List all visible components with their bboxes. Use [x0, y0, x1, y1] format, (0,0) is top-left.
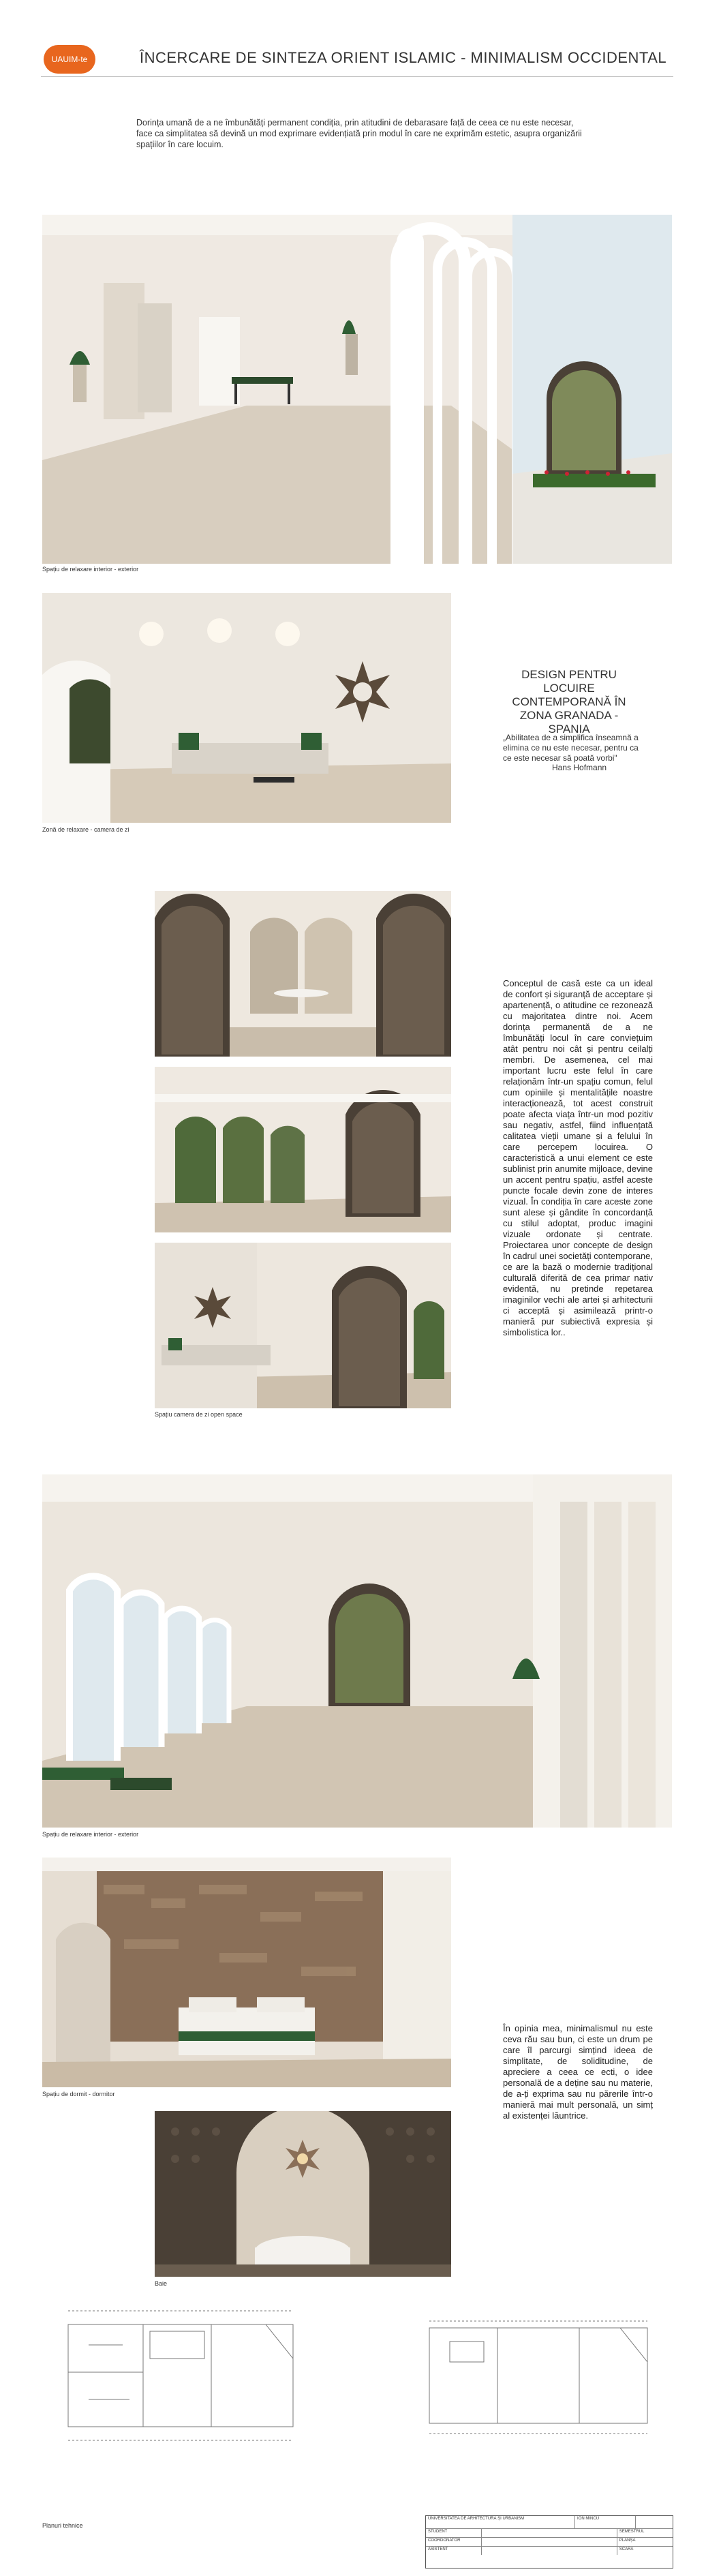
title-block-cell — [482, 2547, 617, 2555]
title-block-cell: ASISTENT — [426, 2547, 482, 2555]
concept-paragraph: Conceptul de casă este ca un ideal de confort și siguranță de acceptare și apartenență, o atitudine ce rezonează cu majoritatea dintre noi. Acem dorința permanentă de a ne îmbunătăți locul în care conviețuim atât pentru noi cât și pentru ceilalți membri. De asemenea, cel mai important lucru este felul în care relaționăm într-un spațiu comun, felul cum opiniile și mentalitățile noastre interacționează, tot acest construit poate afecta viața într-un mod pozitiv sau negativ, astfel, fiind influențată calitatea vieții umane și a felului în care percepem locuirea. O caracteristică a unui element ce este sublinist prin anumite mijloace, devine un accent pentru spațiu, astfel aceste puncte focale devin zone de interes vizual. În condiția în care aceste zone sunt alese și gândite în concordanță cu stilul adoptat, produc imagini vizuale ordonate și centrate. Proiectarea unor concepte de design în cadrul unei societăți contemporane, ce are la bază o modernie tradițional culturală diferită de cea primar nativ evidentă, nu pretinde repetarea imaginilor vechi ale artei și arhitecturii ci acceptă și asimilează printr-o manieră pur subiectivă expresia și simbolistica lor.. — [503, 978, 653, 1337]
floor-plan-right — [416, 2314, 668, 2444]
title-block-cell: SCARA — [619, 2547, 634, 2551]
render-bathroom — [155, 2111, 451, 2277]
title-block-row — [426, 2529, 673, 2538]
minimalism-paragraph: În opinia mea, minimalismul nu este ceva rău sau bun, ci este un drum pe care îl parcurgi simțind ideea de simplitate, de soliditudine, de apreciere a ceea ce ecti, o idee personală de a deține sau nu materie, de a-ți exprima sau nu părerile într-o manieră mai mult personală, un simț al existenței lăuntrice. — [503, 2023, 653, 2121]
title-block-cell: PLANȘA — [619, 2539, 636, 2543]
header-divider — [41, 76, 673, 77]
title-block-cell: UNIVERSITATEA DE ARHITECTURĂ ȘI URBANISM — [426, 2516, 575, 2528]
title-block-row — [426, 2516, 673, 2529]
caption-open-space: Spațiu camera de zi open space — [155, 1411, 243, 1418]
title-block-cell — [482, 2529, 617, 2537]
title-block-cell: SEMESTRUL — [619, 2530, 645, 2534]
title-block-row — [426, 2538, 673, 2547]
page-title: ÎNCERCARE DE SINTEZA ORIENT ISLAMIC - MINIMALISM OCCIDENTAL — [140, 49, 667, 66]
title-block-cell — [636, 2516, 673, 2528]
caption-interior-exterior: Spațiu de relaxare interior - exterior — [42, 566, 139, 573]
floor-plan-left — [61, 2304, 313, 2461]
caption-bathroom: Baie — [155, 2280, 168, 2287]
render-interior-exterior-corridor — [42, 215, 672, 564]
caption-bedroom: Spațiu de dormit - dormitor — [42, 2091, 115, 2097]
render-living-room — [42, 593, 451, 823]
render-interior-exterior-wide — [42, 1474, 672, 1828]
title-block-cell — [482, 2538, 617, 2546]
quote-author: Hans Hofmann — [552, 763, 607, 772]
title-block — [425, 2515, 673, 2569]
design-heading: DESIGN PENTRU LOCUIRE CONTEMPORANĂ ÎN ZONA GRANADA - SPANIA — [512, 668, 626, 736]
title-block-cell: COORDONATOR — [426, 2538, 482, 2546]
logo: UAUIM-te — [44, 45, 95, 74]
caption-technical-plans: Planuri tehnice — [42, 2522, 83, 2529]
render-open-space-1 — [155, 891, 451, 1057]
title-block-cell: STUDENT — [426, 2529, 482, 2537]
render-bedroom — [42, 1858, 451, 2087]
caption-interior-exterior-2: Spațiu de relaxare interior - exterior — [42, 1831, 139, 1838]
intro-paragraph: Dorința umană de a ne îmbunătăți permanent condiția, prin atitudini de debarasare față de ceea ce nu este necesar, face ca simplitatea să devină un mod exprimare evidențiată prin modul în care ne exprimăm estetic, asupra organizării spațiilor în care locuim. — [136, 118, 582, 149]
title-block-row — [426, 2547, 673, 2555]
render-open-space-3 — [155, 1243, 451, 1408]
title-block-cell: ION MINCU — [575, 2516, 636, 2528]
caption-living-room: Zonă de relaxare - camera de zi — [42, 826, 129, 833]
render-open-space-2 — [155, 1067, 451, 1232]
design-quote: „Abilitatea de a simplifica înseamnă a elimina ce nu este necesar, pentru ca ce este necesar să poată vorbi" — [503, 733, 639, 763]
